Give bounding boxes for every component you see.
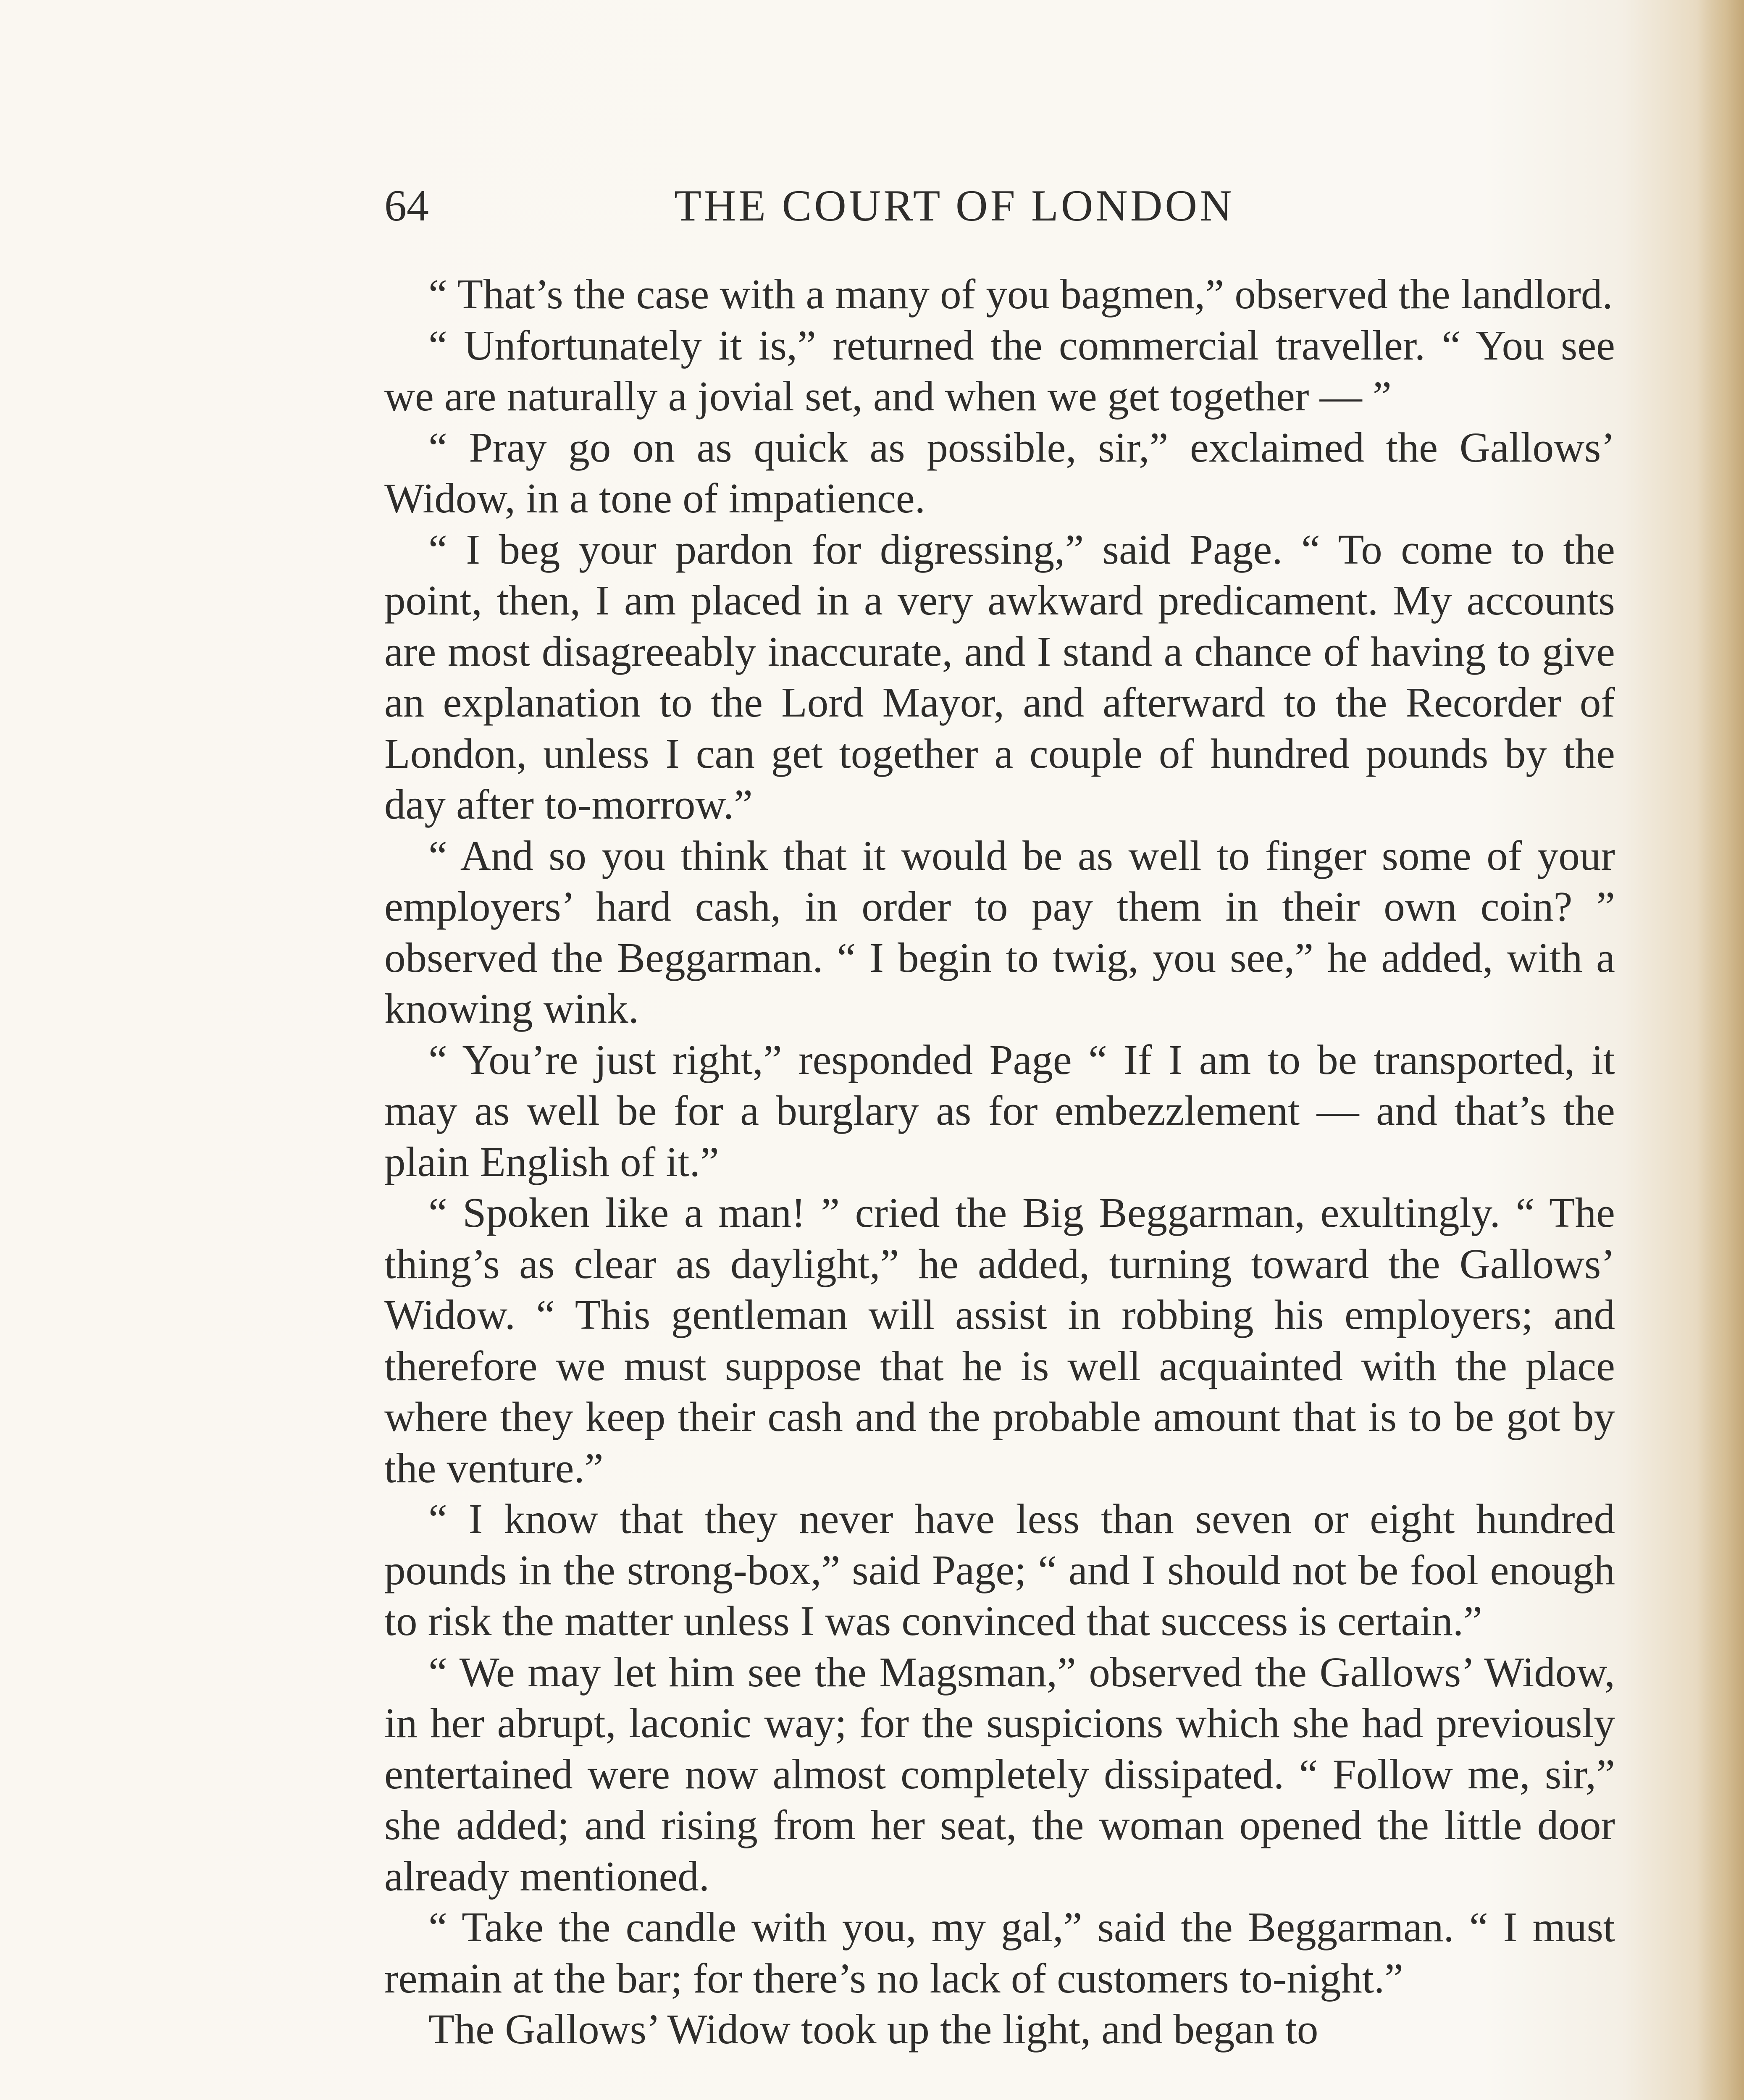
page-header <box>384 176 1619 235</box>
paragraph: “ Pray go on as quick as possible, sir,” exclaimed the Gallows’ Widow, in a tone of impatience. <box>384 423 1615 522</box>
paragraph: “ I beg your pardon for digressing,” said Page. “ To come to the point, then, I am placed in a very awkward predicament. My accounts are most disagreeably inaccurate, and I stand a chance of having to give an explanation to the Lord Mayor, and afterward to the Recorder of London, unless I can get together a couple of hundred pounds by the day after to-morrow.” <box>384 525 1615 828</box>
paragraph: The Gallows’ Widow took up the light, and began to <box>428 2006 1319 2053</box>
paragraph: “ I know that they never have less than seven or eight hundred pounds in the strong-box,” said Page; “ and I should not be fool enough to risk the matter unless I was convinced that success is certain.” <box>384 1495 1615 1644</box>
paragraph: “ Unfortunately it is,” returned the commercial traveller. “ You see we are naturally a jovial set, and when we get together — ” <box>384 321 1615 420</box>
page-number: 64 <box>384 181 429 230</box>
body-text <box>384 269 1615 2055</box>
paragraph: “ Spoken like a man! ” cried the Big Beggarman, exultingly. “ The thing’s as clear as daylight,” he added, turning toward the Gallows’ Widow. “ This gentleman will assist in robbing his employers; and therefore we must suppose that he is well acquainted with the place where they keep their cash and the probable amount that is to be got by the venture.” <box>384 1189 1615 1491</box>
running-head: THE COURT OF LONDON <box>674 181 1234 230</box>
paragraph: “ We may let him see the Magsman,” observed the Gallows’ Widow, in her abrupt, laconic way; for the suspicions which she had previously entertained were now almost completely dissipated. “ Follow me, sir,” she added; and rising from her seat, the woman opened the little door already mentioned. <box>384 1648 1615 1900</box>
page-edge-shading <box>1698 0 1744 2100</box>
paragraph: “ And so you think that it would be as well to finger some of your employers’ hard cash, in order to pay them in their own coin? ” observed the Beggarman. “ I begin to twig, you see,” he added, with a knowing wink. <box>384 832 1615 1032</box>
paragraph: “ That’s the case with a many of you bagmen,” observed the landlord. <box>428 270 1613 318</box>
paragraph: “ You’re just right,” responded Page “ If I am to be transported, it may as well be for a burglary as for embezzlement — and that’s the plain English of it.” <box>384 1036 1615 1185</box>
paragraph: “ Take the candle with you, my gal,” said the Beggarman. “ I must remain at the bar; for there’s no lack of customers to-night.” <box>384 1903 1615 2002</box>
